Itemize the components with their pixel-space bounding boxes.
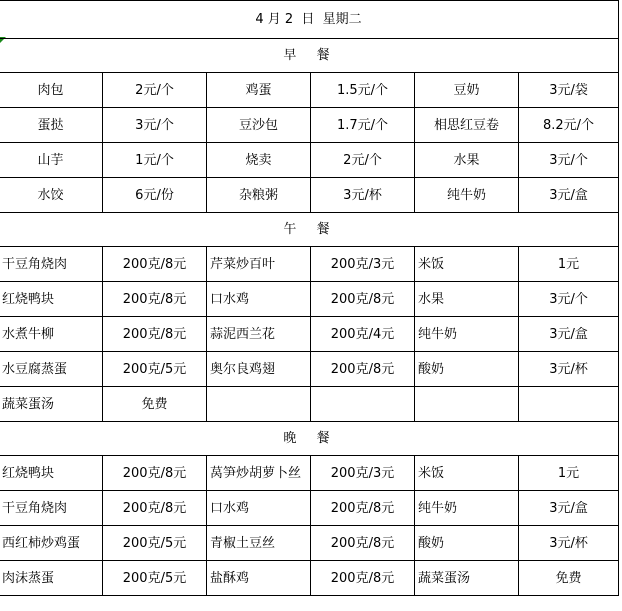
item-price-cell: 3元/杯	[311, 178, 415, 213]
date-title: 4 月 2 日 星期二	[0, 1, 619, 39]
item-price-cell: 200克/8元	[311, 561, 415, 596]
item-price-cell: 2元/个	[311, 143, 415, 178]
item-name-cell: 水豆腐蒸蛋	[0, 352, 103, 387]
item-price-cell: 3元/盒	[519, 491, 619, 526]
item-price-cell: 3元/盒	[519, 178, 619, 213]
item-price-cell: 1元/个	[103, 143, 207, 178]
item-name-cell: 纯牛奶	[415, 491, 519, 526]
item-name-cell: 芹菜炒百叶	[207, 247, 311, 282]
item-name-cell: 水果	[415, 143, 519, 178]
item-price-cell: 免费	[519, 561, 619, 596]
item-name-cell: 纯牛奶	[415, 178, 519, 213]
table-row	[0, 526, 619, 561]
item-name-cell: 蔬菜蛋汤	[0, 387, 103, 422]
table-row	[0, 143, 619, 178]
item-name-cell: 水饺	[0, 178, 103, 213]
item-price-cell: 200克/4元	[311, 317, 415, 352]
item-name-cell: 水果	[415, 282, 519, 317]
item-name-cell: 干豆角烧肉	[0, 247, 103, 282]
item-name-cell: 西红柿炒鸡蛋	[0, 526, 103, 561]
item-price-cell: 200克/8元	[103, 317, 207, 352]
lunch-heading-row	[0, 213, 619, 247]
item-price-cell: 1.7元/个	[311, 108, 415, 143]
item-name-cell: 莴笋炒胡萝卜丝	[207, 456, 311, 491]
item-price-cell	[519, 387, 619, 422]
table-row	[0, 282, 619, 317]
item-price-cell: 200克/3元	[311, 456, 415, 491]
item-name-cell: 盐酥鸡	[207, 561, 311, 596]
item-price-cell: 3元/盒	[519, 317, 619, 352]
item-price-cell: 3元/个	[519, 143, 619, 178]
item-price-cell: 2元/个	[103, 73, 207, 108]
item-price-cell: 200克/8元	[311, 282, 415, 317]
item-price-cell: 3元/杯	[519, 352, 619, 387]
item-name-cell: 蔬菜蛋汤	[415, 561, 519, 596]
item-price-cell: 8.2元/个	[519, 108, 619, 143]
table-row	[0, 561, 619, 596]
item-name-cell: 干豆角烧肉	[0, 491, 103, 526]
item-name-cell: 酸奶	[415, 526, 519, 561]
item-name-cell: 米饭	[415, 456, 519, 491]
item-name-cell	[207, 387, 311, 422]
item-price-cell: 200克/8元	[103, 247, 207, 282]
item-name-cell: 青椒土豆丝	[207, 526, 311, 561]
table-row	[0, 352, 619, 387]
item-price-cell: 200克/8元	[103, 491, 207, 526]
dinner-heading-row	[0, 422, 619, 456]
item-price-cell: 200克/5元	[103, 352, 207, 387]
item-name-cell: 山芋	[0, 143, 103, 178]
item-name-cell	[415, 387, 519, 422]
item-price-cell: 200克/3元	[311, 247, 415, 282]
item-name-cell: 肉包	[0, 73, 103, 108]
item-name-cell: 蒜泥西兰花	[207, 317, 311, 352]
item-price-cell: 200克/8元	[311, 526, 415, 561]
table-row	[0, 317, 619, 352]
table-row	[0, 73, 619, 108]
table-row	[0, 387, 619, 422]
item-name-cell: 纯牛奶	[415, 317, 519, 352]
breakfast-heading-row	[0, 39, 619, 73]
lunch-heading: 午 餐	[0, 213, 619, 247]
item-price-cell: 6元/份	[103, 178, 207, 213]
table-row	[0, 178, 619, 213]
item-price-cell: 免费	[103, 387, 207, 422]
table-row	[0, 491, 619, 526]
item-name-cell: 红烧鸭块	[0, 456, 103, 491]
item-name-cell: 豆奶	[415, 73, 519, 108]
dinner-heading: 晚 餐	[0, 422, 619, 456]
table-row	[0, 108, 619, 143]
item-name-cell: 肉沫蒸蛋	[0, 561, 103, 596]
item-name-cell: 口水鸡	[207, 491, 311, 526]
item-name-cell: 豆沙包	[207, 108, 311, 143]
item-price-cell: 1元	[519, 456, 619, 491]
item-price-cell: 3元/袋	[519, 73, 619, 108]
item-name-cell: 口水鸡	[207, 282, 311, 317]
item-name-cell: 酸奶	[415, 352, 519, 387]
date-row	[0, 1, 619, 39]
item-price-cell: 200克/8元	[103, 456, 207, 491]
item-price-cell: 1元	[519, 247, 619, 282]
item-price-cell: 200克/8元	[311, 352, 415, 387]
item-name-cell: 奥尔良鸡翅	[207, 352, 311, 387]
item-name-cell: 杂粮粥	[207, 178, 311, 213]
item-price-cell: 200克/5元	[103, 526, 207, 561]
item-price-cell: 3元/个	[519, 282, 619, 317]
item-name-cell: 米饭	[415, 247, 519, 282]
item-price-cell: 200克/8元	[311, 491, 415, 526]
item-name-cell: 蛋挞	[0, 108, 103, 143]
breakfast-heading: 早 餐	[0, 39, 619, 73]
item-price-cell: 3元/个	[103, 108, 207, 143]
item-price-cell	[311, 387, 415, 422]
table-row	[0, 247, 619, 282]
table-row	[0, 456, 619, 491]
item-price-cell: 3元/杯	[519, 526, 619, 561]
item-price-cell: 1.5元/个	[311, 73, 415, 108]
item-price-cell: 200克/5元	[103, 561, 207, 596]
item-name-cell: 烧卖	[207, 143, 311, 178]
item-name-cell: 鸡蛋	[207, 73, 311, 108]
item-name-cell: 红烧鸭块	[0, 282, 103, 317]
item-price-cell: 200克/8元	[103, 282, 207, 317]
item-name-cell: 水煮牛柳	[0, 317, 103, 352]
item-name-cell: 相思红豆卷	[415, 108, 519, 143]
